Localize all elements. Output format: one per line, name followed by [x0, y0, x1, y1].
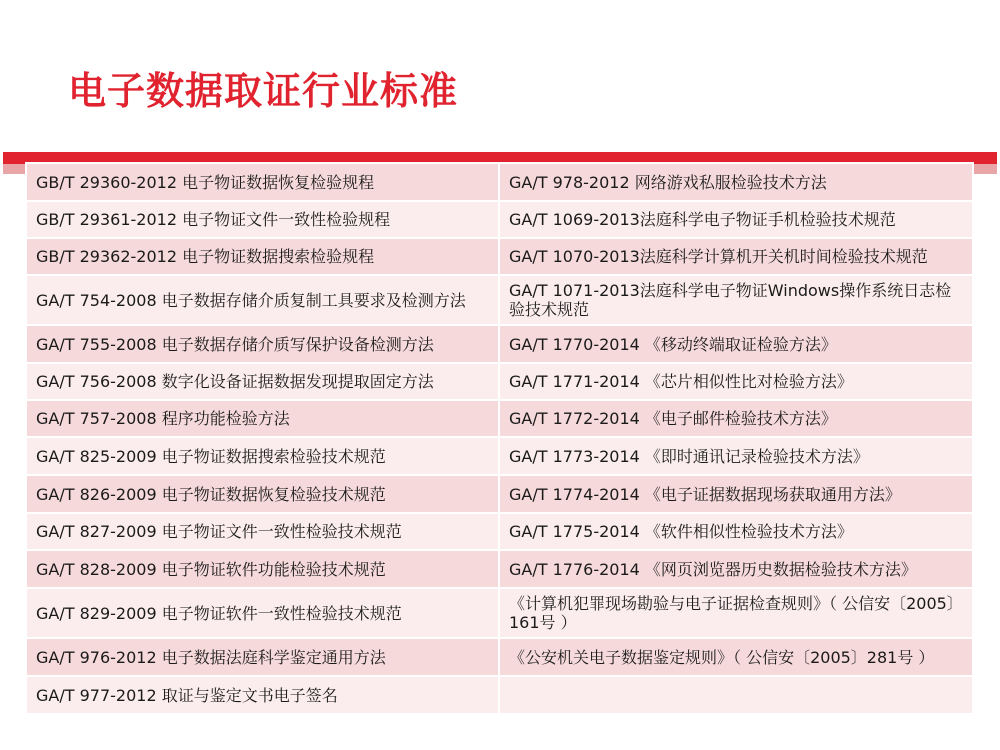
table-row — [26, 475, 973, 513]
standards-table-container — [25, 162, 972, 715]
table-cell-right: GA/T 1771-2014 《芯片相似性比对检验方法》 — [499, 363, 973, 400]
table-row — [26, 275, 973, 325]
table-row — [26, 437, 973, 475]
table-cell-right: GA/T 1773-2014 《即时通讯记录检验技术方法》 — [499, 437, 973, 475]
table-cell-right: GA/T 978-2012 网络游戏私服检验技术方法 — [499, 163, 973, 201]
table-row — [26, 201, 973, 238]
table-row — [26, 513, 973, 550]
table-row — [26, 163, 973, 201]
table-cell-left: GA/T 976-2012 电子数据法庭科学鉴定通用方法 — [26, 638, 499, 676]
table-cell-left: GB/T 29360-2012 电子物证数据恢复检验规程 — [26, 163, 499, 201]
table-cell-left: GA/T 754-2008 电子数据存储介质复制工具要求及检测方法 — [26, 275, 499, 325]
standards-table — [25, 162, 974, 715]
table-row — [26, 588, 973, 638]
table-cell-left: GA/T 828-2009 电子物证软件功能检验技术规范 — [26, 550, 499, 588]
table-cell-left: GA/T 826-2009 电子物证数据恢复检验技术规范 — [26, 475, 499, 513]
table-cell-right: GA/T 1070-2013法庭科学计算机开关机时间检验技术规范 — [499, 238, 973, 275]
table-cell-right — [499, 676, 973, 714]
table-cell-right: GA/T 1776-2014 《网页浏览器历史数据检验技术方法》 — [499, 550, 973, 588]
table-cell-left: GA/T 829-2009 电子物证软件一致性检验技术规范 — [26, 588, 499, 638]
accent-bar-left-notch — [3, 164, 25, 174]
table-cell-right: GA/T 1772-2014 《电子邮件检验技术方法》 — [499, 400, 973, 437]
page-title: 电子数据取证行业标准 — [68, 69, 459, 113]
accent-bar-right-notch — [972, 164, 997, 174]
table-row — [26, 676, 973, 714]
table-row — [26, 400, 973, 437]
table-cell-right: 《计算机犯罪现场勘验与电子证据检查规则》（ 公信安〔2005〕161号 ） — [499, 588, 973, 638]
table-cell-right: GA/T 1071-2013法庭科学电子物证Windows操作系统日志检验技术规范 — [499, 275, 973, 325]
table-row — [26, 638, 973, 676]
table-cell-left: GA/T 977-2012 取证与鉴定文书电子签名 — [26, 676, 499, 714]
table-cell-right: GA/T 1774-2014 《电子证据数据现场获取通用方法》 — [499, 475, 973, 513]
table-cell-right: GA/T 1069-2013法庭科学电子物证手机检验技术规范 — [499, 201, 973, 238]
table-cell-left: GA/T 756-2008 数字化设备证据数据发现提取固定方法 — [26, 363, 499, 400]
table-cell-left: GB/T 29361-2012 电子物证文件一致性检验规程 — [26, 201, 499, 238]
table-row — [26, 325, 973, 363]
table-row — [26, 363, 973, 400]
table-cell-right: GA/T 1775-2014 《软件相似性检验技术方法》 — [499, 513, 973, 550]
table-row — [26, 550, 973, 588]
table-cell-left: GB/T 29362-2012 电子物证数据搜索检验规程 — [26, 238, 499, 275]
table-cell-right: GA/T 1770-2014 《移动终端取证检验方法》 — [499, 325, 973, 363]
table-cell-left: GA/T 757-2008 程序功能检验方法 — [26, 400, 499, 437]
table-cell-left: GA/T 825-2009 电子物证数据搜索检验技术规范 — [26, 437, 499, 475]
table-cell-right: 《公安机关电子数据鉴定规则》（ 公信安〔2005〕281号 ） — [499, 638, 973, 676]
standards-table-body — [26, 163, 973, 714]
table-cell-left: GA/T 827-2009 电子物证文件一致性检验技术规范 — [26, 513, 499, 550]
table-cell-left: GA/T 755-2008 电子数据存储介质写保护设备检测方法 — [26, 325, 499, 363]
table-row — [26, 238, 973, 275]
